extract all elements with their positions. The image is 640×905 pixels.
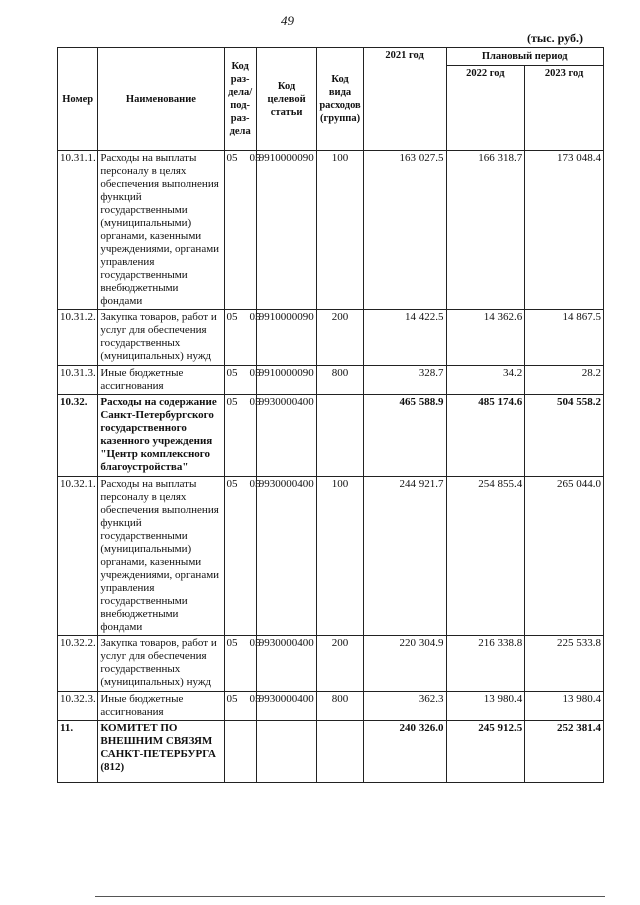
row-razdel [224, 721, 256, 783]
row-number: 10.31.2. [58, 310, 98, 366]
table-row [58, 721, 604, 783]
row-2021: 244 921.7 [363, 477, 446, 636]
row-2021: 220 304.9 [363, 636, 446, 692]
header-number: Номер [58, 48, 98, 151]
row-2023: 14 867.5 [525, 310, 604, 366]
row-razdel [224, 151, 261, 310]
row-vr: 800 [317, 366, 363, 395]
row-razdel [224, 366, 261, 395]
row-2021: 14 422.5 [363, 310, 446, 366]
row-name: Расходы на содержание Санкт-Петербургского государственного казенного учреждения "Центр комплексного благоустройства" [98, 395, 224, 477]
row-name: КОМИТЕТ ПО ВНЕШНИМ СВЯЗЯМ САНКТ-ПЕТЕРБУРГА (812) [98, 721, 224, 783]
budget-table [57, 47, 604, 783]
row-name: Иные бюджетные ассигнования [98, 692, 224, 721]
row-number: 10.32.3. [58, 692, 98, 721]
row-number: 10.31.3. [58, 366, 98, 395]
row-2023: 28.2 [525, 366, 604, 395]
row-number: 10.32. [58, 395, 98, 477]
row-csr: 9910000090 [256, 366, 317, 395]
row-prz: 05 [249, 152, 261, 164]
row-rz: 05 [226, 311, 238, 323]
units-label: (тыс. руб.) [527, 31, 583, 45]
row-number: 10.32.1. [58, 477, 98, 636]
row-2022: 34.2 [446, 366, 525, 395]
row-2022: 216 338.8 [446, 636, 525, 692]
row-number: 10.31.1. [58, 151, 98, 310]
row-rz: 05 [226, 693, 238, 705]
row-csr: 9930000400 [256, 636, 317, 692]
row-rz: 05 [226, 637, 238, 649]
table-body [58, 151, 604, 783]
row-vr: 200 [317, 310, 363, 366]
row-2023: 13 980.4 [525, 692, 604, 721]
table-row [58, 636, 604, 692]
row-2021: 240 326.0 [363, 721, 446, 783]
row-2022: 166 318.7 [446, 151, 525, 310]
row-vr: 200 [317, 636, 363, 692]
row-vr [317, 721, 363, 783]
row-2022: 254 855.4 [446, 477, 525, 636]
row-prz: 05 [249, 478, 261, 490]
row-rz: 05 [226, 396, 238, 408]
row-prz: 05 [249, 367, 261, 379]
row-prz: 05 [249, 396, 261, 408]
header-2022: 2022 год [446, 66, 525, 151]
row-2023: 173 048.4 [525, 151, 604, 310]
row-vr: 800 [317, 692, 363, 721]
row-2022: 13 980.4 [446, 692, 525, 721]
row-2022: 245 912.5 [446, 721, 525, 783]
row-2023: 504 558.2 [525, 395, 604, 477]
row-number: 11. [58, 721, 98, 783]
row-csr: 9910000090 [256, 310, 317, 366]
row-prz: 05 [249, 693, 261, 705]
row-name: Закупка товаров, работ и услуг для обеспечения государственных (муниципальных) нужд [98, 636, 224, 692]
header-csr: Код целевой статьи [256, 48, 317, 151]
header-2023: 2023 год [525, 66, 604, 151]
header-planned-period: Плановый период [446, 48, 604, 66]
row-razdel [224, 477, 261, 636]
row-2021: 465 588.9 [363, 395, 446, 477]
row-razdel [224, 395, 261, 477]
table-row [58, 310, 604, 366]
table-row [58, 395, 604, 477]
header-vr: Код вида расходов (группа) [317, 48, 363, 151]
row-name: Расходы на выплаты персоналу в целях обеспечения выполнения функций государственными (муниципальными) органами, казенными учреждениями, органами управления государственными внебюджетными фондами [98, 477, 224, 636]
row-2023: 225 533.8 [525, 636, 604, 692]
table-row [58, 366, 604, 395]
row-name: Расходы на выплаты персоналу в целях обеспечения выполнения функций государственными (муниципальными) органами, казенными учреждениями, органами управления государственными внебюджетными фондами [98, 151, 224, 310]
row-2021: 163 027.5 [363, 151, 446, 310]
page-number: 49 [281, 13, 294, 28]
row-rz: 05 [226, 478, 238, 490]
header-2021: 2021 год [363, 48, 446, 151]
row-2021: 362.3 [363, 692, 446, 721]
row-razdel [224, 310, 261, 366]
row-vr: 100 [317, 151, 363, 310]
row-prz: 05 [249, 311, 261, 323]
row-2021: 328.7 [363, 366, 446, 395]
table-row [58, 477, 604, 636]
row-vr [317, 395, 363, 477]
row-rz: 05 [226, 367, 238, 379]
row-csr: 9930000400 [256, 692, 317, 721]
row-csr [256, 721, 317, 783]
row-rz: 05 [226, 152, 238, 164]
bottom-rule [95, 896, 605, 897]
row-vr: 100 [317, 477, 363, 636]
table-row [58, 692, 604, 721]
header-name: Наименование [98, 48, 224, 151]
row-2022: 485 174.6 [446, 395, 525, 477]
table-row [58, 151, 604, 310]
row-2023: 265 044.0 [525, 477, 604, 636]
row-2022: 14 362.6 [446, 310, 525, 366]
row-number: 10.32.2. [58, 636, 98, 692]
row-name: Иные бюджетные ассигнования [98, 366, 224, 395]
row-csr: 9910000090 [256, 151, 317, 310]
row-csr: 9930000400 [256, 395, 317, 477]
row-razdel [224, 636, 261, 692]
row-name: Закупка товаров, работ и услуг для обеспечения государственных (муниципальных) нужд [98, 310, 224, 366]
row-razdel [224, 692, 261, 721]
row-csr: 9930000400 [256, 477, 317, 636]
header-razdel: Код раз-дела/под-раз-дела [224, 48, 256, 151]
row-2023: 252 381.4 [525, 721, 604, 783]
row-prz: 05 [249, 637, 261, 649]
